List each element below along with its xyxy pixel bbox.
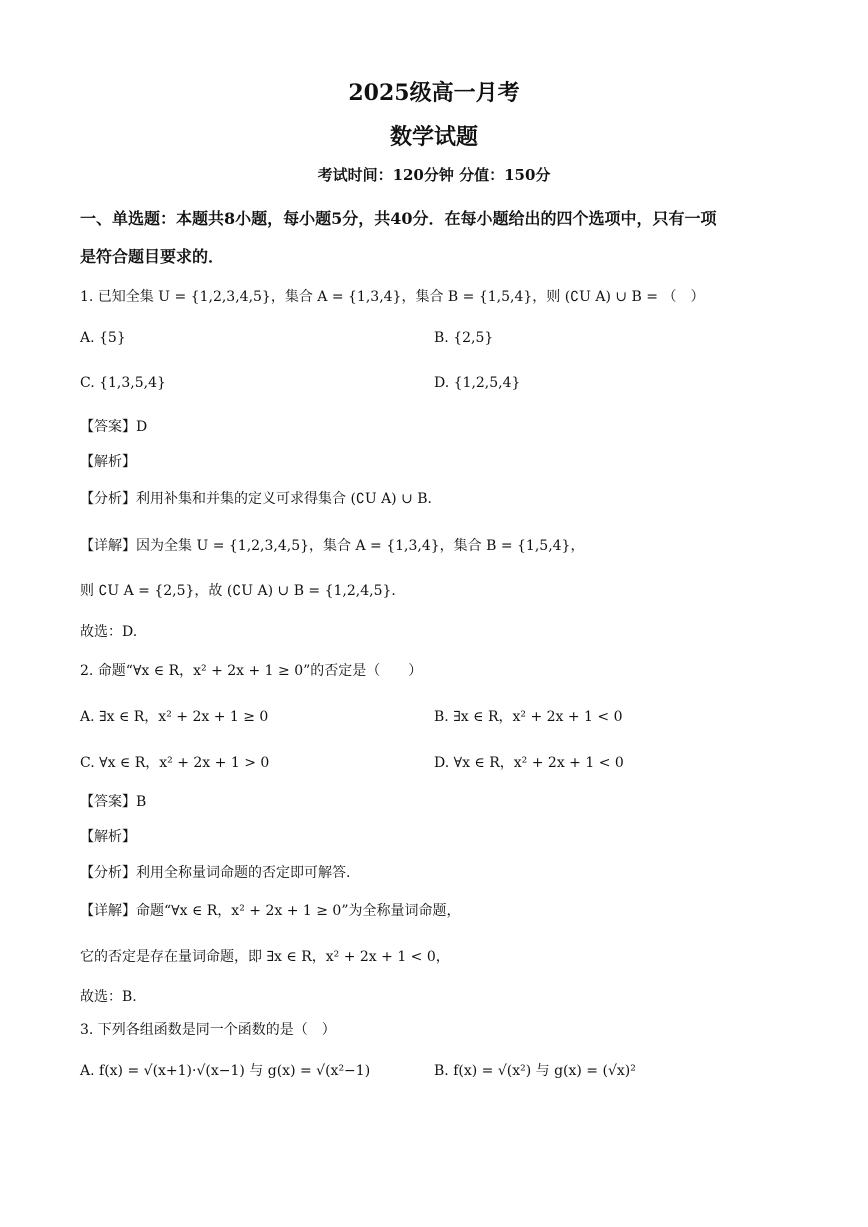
q3-option-a: A. f(x) = √(x+1)·√(x−1) 与 g(x) = √(x²−1) — [80, 1063, 371, 1079]
exam-meta: 考试时间：120分钟 分值：150分 — [317, 166, 551, 184]
q1-xiangjie-line1: 【详解】因为全集 U = {1,2,3,4,5}，集合 A = {1,3,4}，集合 B = {1,5,4}， — [80, 538, 585, 554]
q2-xiangjie-line2: 它的否定是存在量词命题，即 ∃x ∈ R，x² + 2x + 1 < 0， — [80, 949, 450, 965]
q1-option-d: D. {1,2,5,4} — [434, 375, 521, 391]
q1-fenxi: 【分析】利用补集和并集的定义可求得集合 (∁U A) ∪ B． — [80, 491, 442, 507]
section-heading-line2: 是符合题目要求的． — [80, 247, 225, 266]
q2-fenxi: 【分析】利用全称量词命题的否定即可解答. — [80, 865, 351, 881]
subject-title: 数学试题 — [389, 124, 478, 150]
q2-answer: 【答案】B — [80, 794, 147, 810]
q1-choice: 故选：D. — [80, 624, 138, 640]
q1-xiangjie-line2: 则 ∁U A = {2,5}，故 (∁U A) ∪ B = {1,2,4,5}． — [80, 583, 406, 599]
q2-analysis-tag: 【解析】 — [80, 829, 136, 845]
page-title: 2025级高一月考 — [348, 80, 520, 106]
q2-stem: 2. 命题“∀x ∈ R，x² + 2x + 1 ≥ 0”的否定是（ ） — [80, 663, 423, 679]
q2-xiangjie-line1: 【详解】命题“∀x ∈ R，x² + 2x + 1 ≥ 0”为全称量词命题， — [80, 903, 461, 919]
q1-answer: 【答案】D — [80, 419, 148, 435]
q3-stem: 3. 下列各组函数是同一个函数的是（ ） — [80, 1022, 336, 1038]
section-heading-line1: 一、单选题：本题共8小题，每小题5分，共40分．在每小题给出的四个选项中，只有一项 — [80, 209, 717, 228]
q2-option-c: C. ∀x ∈ R，x² + 2x + 1 > 0 — [80, 755, 270, 771]
q3-option-b: B. f(x) = √(x²) 与 g(x) = (√x)² — [434, 1063, 636, 1079]
q1-option-a: A. {5} — [80, 330, 126, 346]
q2-option-d: D. ∀x ∈ R，x² + 2x + 1 < 0 — [434, 755, 624, 771]
q1-stem: 1. 已知全集 U = {1,2,3,4,5}，集合 A = {1,3,4}，集合 B = {1,5,4}，则 (∁U A) ∪ B = （ ） — [80, 289, 705, 305]
q2-option-a: A. ∃x ∈ R，x² + 2x + 1 ≥ 0 — [80, 709, 269, 725]
q2-choice: 故选：B. — [80, 989, 137, 1005]
q1-analysis-tag: 【解析】 — [80, 454, 136, 470]
q1-option-b: B. {2,5} — [434, 330, 494, 346]
q2-option-b: B. ∃x ∈ R，x² + 2x + 1 < 0 — [434, 709, 623, 725]
q1-option-c: C. {1,3,5,4} — [80, 375, 166, 391]
